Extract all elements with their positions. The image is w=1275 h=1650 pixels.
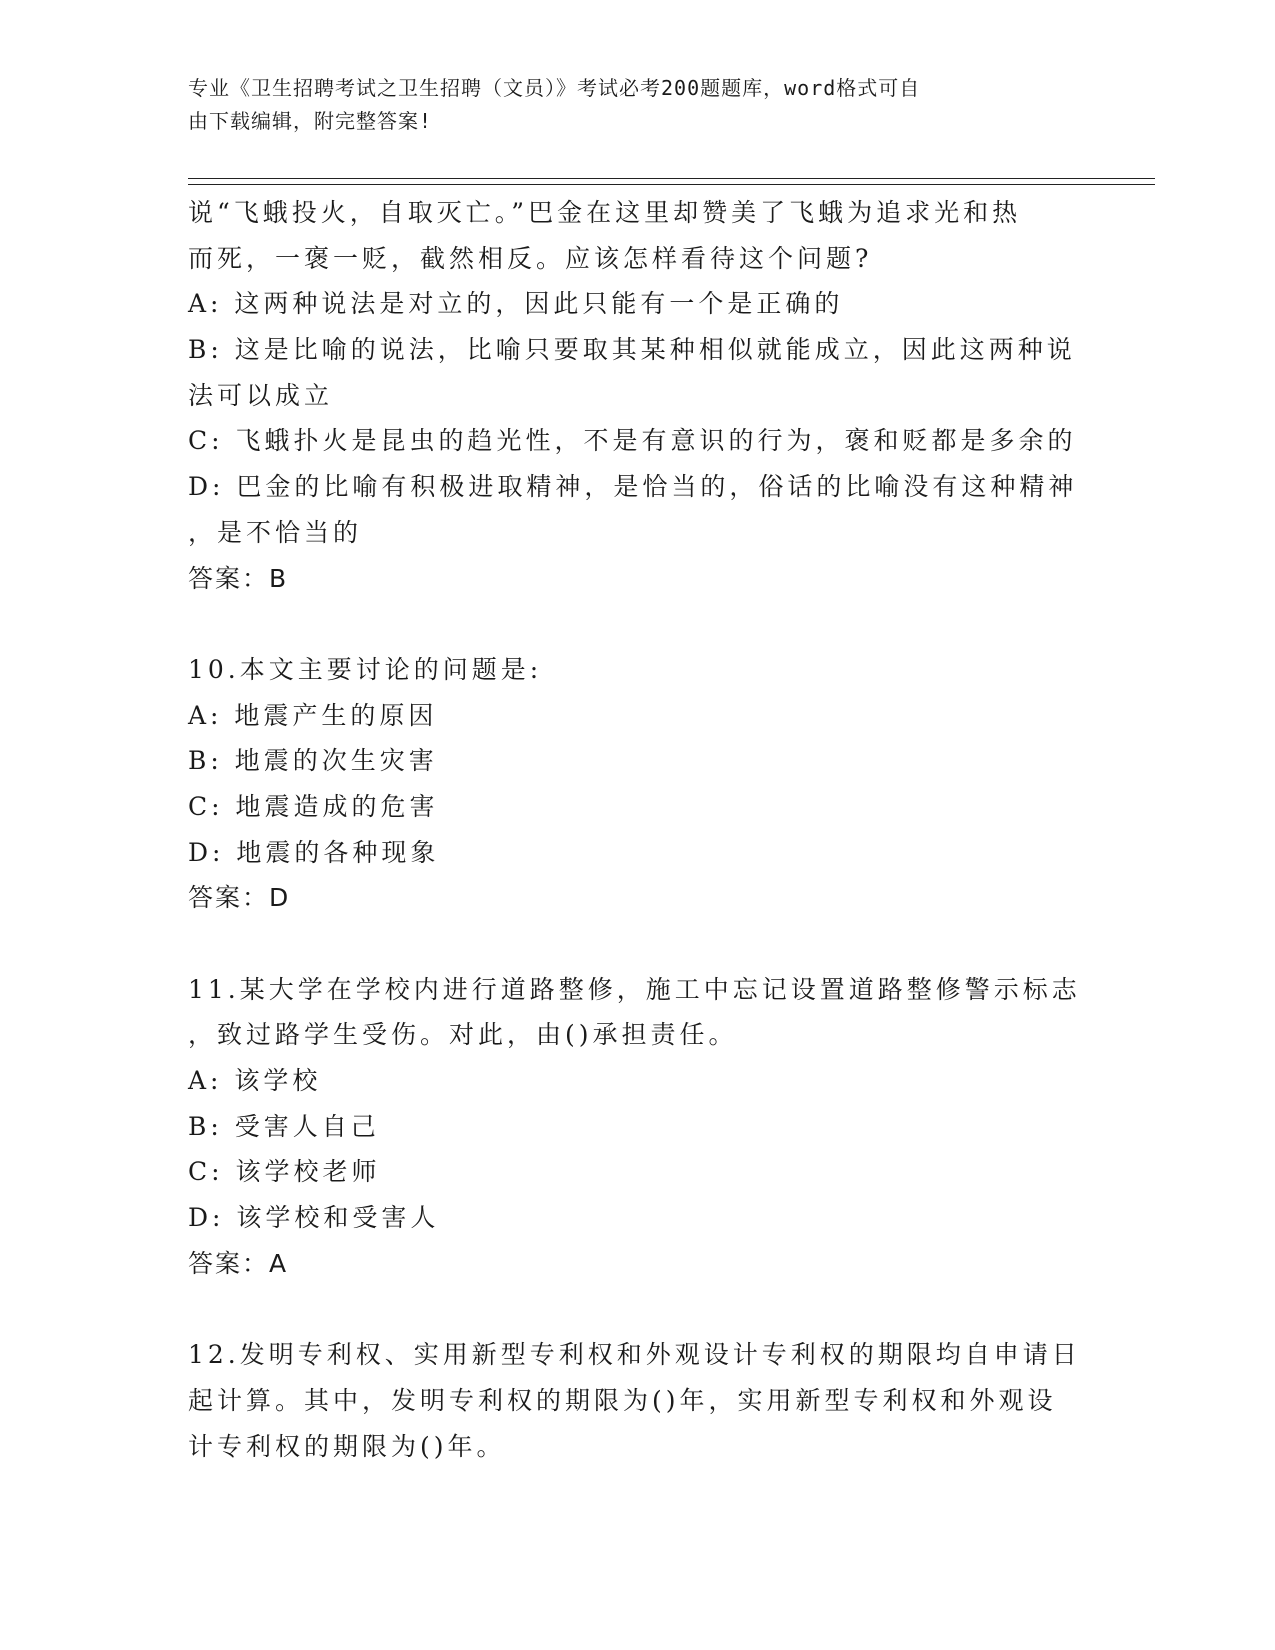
option-b-line: B: 这是比喻的说法，比喻只要取其某种相似就能成立，因此这两种说 [188, 335, 1076, 365]
option-d-line: D: 巴金的比喻有积极进取精神，是恰当的，俗话的比喻没有这种精神 [188, 472, 1078, 502]
spacer [188, 1287, 1088, 1333]
option-c: C: 飞蛾扑火是昆虫的趋光性，不是有意识的行为，褒和贬都是多余的 [188, 426, 1077, 456]
header-title-line-1: 专业《卫生招聘考试之卫生招聘（文员）》考试必考200题题库，word格式可自 [188, 76, 921, 100]
header-divider-bottom [188, 184, 1155, 185]
question-stem-line: 10.本文主要讨论的问题是: [188, 654, 543, 684]
document-header [188, 72, 1068, 138]
option-a: A: 这两种说法是对立的，因此只能有一个是正确的 [188, 289, 844, 319]
question-9 [188, 190, 1088, 601]
question-list [188, 190, 1088, 1469]
option-b-line: 法可以成立 [188, 380, 334, 410]
option-c: C: 地震造成的危害 [188, 791, 439, 821]
option-d-line: ，是不恰当的 [188, 517, 363, 547]
question-11 [188, 967, 1088, 1287]
option-a: A: 地震产生的原因 [188, 700, 438, 730]
answer-label: 答案：B [188, 563, 289, 593]
spacer [188, 921, 1088, 967]
answer-label: 答案：D [188, 883, 291, 913]
question-stem-line: 而死，一褒一贬，截然相反。应该怎样看待这个问题? [188, 243, 873, 273]
option-d: D: 地震的各种现象 [188, 837, 440, 867]
answer-label: 答案：A [188, 1248, 289, 1278]
question-stem-line: 11.某大学在学校内进行道路整修，施工中忘记设置道路整修警示标志 [188, 974, 1081, 1004]
question-stem-line: 计专利权的期限为()年。 [188, 1431, 506, 1461]
question-12 [188, 1332, 1088, 1469]
question-stem-line: ，致过路学生受伤。对此，由()承担责任。 [188, 1020, 738, 1050]
spacer [188, 601, 1088, 647]
question-stem-line: 起计算。其中，发明专利权的期限为()年，实用新型专利权和外观设 [188, 1385, 1057, 1415]
option-c: C: 该学校老师 [188, 1157, 381, 1187]
header-divider-top [188, 178, 1155, 179]
option-b: B: 受害人自己 [188, 1111, 380, 1141]
option-d: D: 该学校和受害人 [188, 1203, 440, 1233]
question-stem-line: 12.发明专利权、实用新型专利权和外观设计专利权的期限均自申请日 [188, 1340, 1081, 1370]
question-stem-line: 说“飞蛾投火，自取灭亡。”巴金在这里却赞美了飞蛾为追求光和热 [188, 198, 1022, 227]
option-b: B: 地震的次生灾害 [188, 746, 438, 776]
question-10 [188, 647, 1088, 921]
option-a: A: 该学校 [188, 1066, 322, 1096]
header-title-line-2: 由下载编辑，附完整答案! [188, 109, 433, 133]
